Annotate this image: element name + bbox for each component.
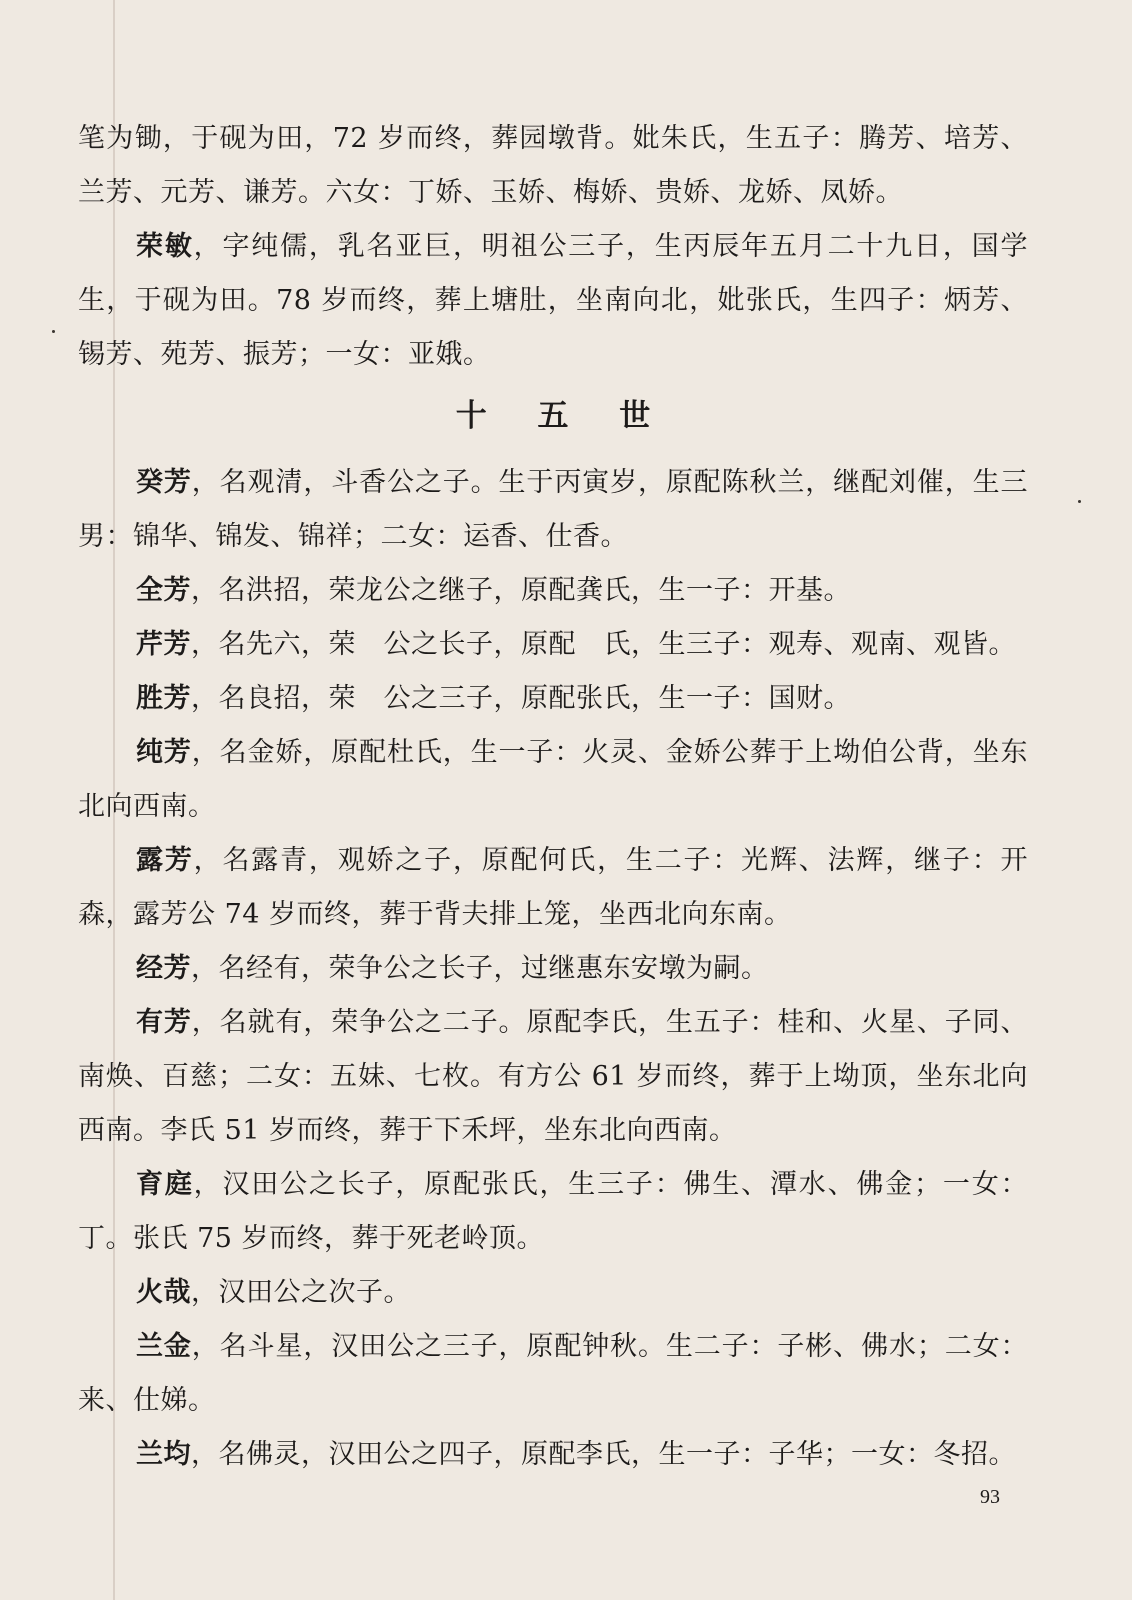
entry-text: ，名良招，荣 公之三子，原配张氏，生一子：国财。 bbox=[191, 683, 851, 714]
person-name: 荣敏 bbox=[136, 231, 194, 262]
entry-text: ，字纯儒，乳名亚巨，明祖公三子，生丙辰年五月二十九日，国学生，于砚为田。78 岁而终，葬上塘肚，坐南向北，妣张氏，生四子：炳芳、锡芳、苑芳、振芳；一女：亚娥。 bbox=[78, 231, 1029, 370]
person-name: 兰金 bbox=[136, 1331, 192, 1362]
person-name: 育庭 bbox=[136, 1169, 194, 1200]
entry-text: ，名观清，斗香公之子。生于丙寅岁，原配陈秋兰，继配刘催，生三男：锦华、锦发、锦祥；二女：运香、仕香。 bbox=[78, 467, 1029, 552]
scan-speck bbox=[52, 330, 55, 333]
genealogy-entry bbox=[78, 942, 1028, 996]
scan-speck bbox=[1078, 500, 1081, 503]
person-name: 胜芳 bbox=[136, 683, 191, 714]
genealogy-entry bbox=[78, 1266, 1028, 1320]
page-number: 93 bbox=[980, 1486, 1000, 1508]
entry-text: 笔为锄，于砚为田，72 岁而终，葬园墩背。妣朱氏，生五子：腾芳、培芳、兰芳、元芳、谦芳。六女：丁娇、玉娇、梅娇、贵娇、龙娇、凤娇。 bbox=[78, 123, 1028, 208]
person-name: 纯芳 bbox=[136, 737, 192, 768]
person-name: 火哉 bbox=[136, 1277, 191, 1308]
person-name: 经芳 bbox=[136, 953, 191, 984]
genealogy-entry bbox=[78, 112, 1028, 220]
person-name: 有芳 bbox=[136, 1007, 192, 1038]
person-name: 癸芳 bbox=[136, 467, 192, 498]
entry-text: ，汉田公之次子。 bbox=[191, 1277, 411, 1308]
page-body bbox=[78, 112, 1028, 1482]
person-name: 全芳 bbox=[136, 575, 191, 606]
person-name: 露芳 bbox=[136, 845, 194, 876]
genealogy-entry bbox=[78, 456, 1028, 564]
entry-text: ，汉田公之长子，原配张氏，生三子：佛生、潭水、佛金；一女：丁。张氏 75 岁而终，葬于死老岭顶。 bbox=[78, 1169, 1029, 1254]
person-name: 兰均 bbox=[136, 1439, 191, 1470]
entry-text: ，名经有，荣争公之长子，过继惠东安墩为嗣。 bbox=[191, 953, 769, 984]
genealogy-entry bbox=[78, 834, 1028, 942]
genealogy-entry bbox=[78, 618, 1028, 672]
genealogy-entry bbox=[78, 726, 1028, 834]
genealogy-entry bbox=[78, 1158, 1028, 1266]
person-name: 芹芳 bbox=[136, 629, 191, 660]
section-before-heading bbox=[78, 112, 1028, 382]
entry-text: ，名先六，荣 公之长子，原配 氏，生三子：观寿、观南、观皆。 bbox=[191, 629, 1016, 660]
entry-text: ，名金娇，原配杜氏，生一子：火灵、金娇公葬于上坳伯公背，坐东北向西南。 bbox=[78, 737, 1029, 822]
generation-heading: 十 五 世 bbox=[455, 398, 671, 434]
entry-text: ，名斗星，汉田公之三子，原配钟秋。生二子：子彬、佛水；二女：来、仕娣。 bbox=[78, 1331, 1029, 1416]
genealogy-entry bbox=[78, 220, 1028, 382]
entry-text: ，名就有，荣争公之二子。原配李氏，生五子：桂和、火星、子同、南焕、百慈；二女：五妹、七枚。有方公 61 岁而终，葬于上坳顶，坐东北向西南。李氏 51 岁而终，葬于下禾坪，坐东北向西南。 bbox=[78, 1007, 1029, 1146]
entry-text: ，名洪招，荣龙公之继子，原配龚氏，生一子：开基。 bbox=[191, 575, 851, 606]
genealogy-entry bbox=[78, 564, 1028, 618]
genealogy-entry bbox=[78, 996, 1028, 1158]
entry-text: ，名佛灵，汉田公之四子，原配李氏，生一子：子华；一女：冬招。 bbox=[191, 1439, 1016, 1470]
entry-text: ，名露青，观娇之子，原配何氏，生二子：光辉、法辉，继子：开森，露芳公 74 岁而终，葬于背夫排上笼，坐西北向东南。 bbox=[78, 845, 1029, 930]
genealogy-entry bbox=[78, 672, 1028, 726]
section-generation-entries bbox=[78, 456, 1028, 1482]
genealogy-entry bbox=[78, 1320, 1028, 1428]
genealogy-entry bbox=[78, 1428, 1028, 1482]
